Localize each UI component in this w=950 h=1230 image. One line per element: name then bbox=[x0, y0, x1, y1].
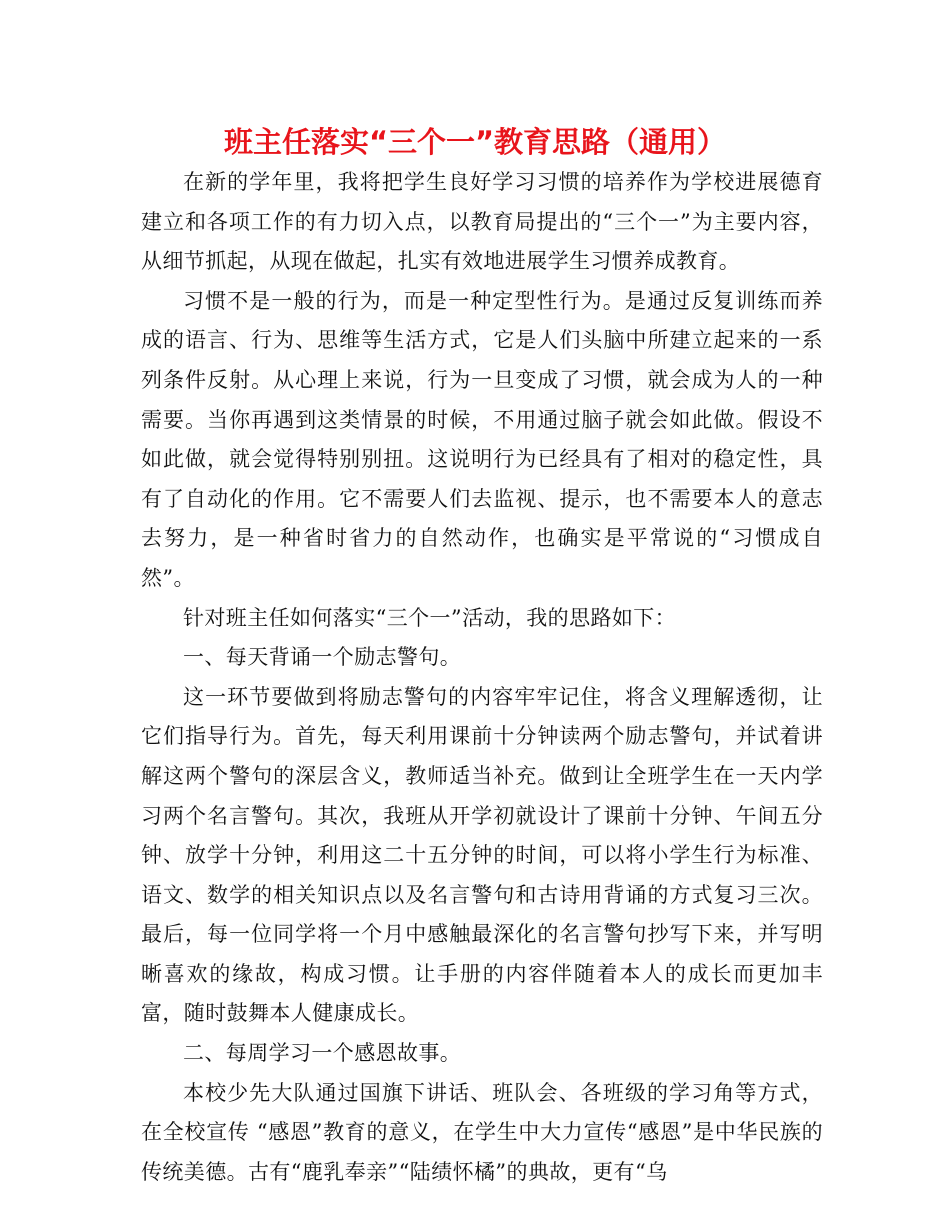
paragraph-habit-definition: 习惯不是一般的行为，而是一种定型性行为。是通过反复训练而养成的语言、行为、思维等生活方式，它是人们头脑中所建立起来的一系列条件反射。从心理上来说，行为一旦变成了习惯，就会成为人的一种需要。当你再遇到这类情景的时候，不用通过脑子就会如此做。假设不如此做，就会觉得特别别扭。这说明行为已经具有了相对的稳定性，具有了自动化的作用。它不需要人们去监视、提示，也不需要本人的意志去努力，是一种省时省力的自然动作，也确实是平常说的“习惯成自然”。 bbox=[141, 288, 823, 590]
paragraph-plan-intro: 针对班主任如何落实“三个一”活动，我的思路如下： bbox=[183, 605, 677, 630]
paragraph-intro: 在新的学年里，我将把学生良好学习习惯的培养作为学校进展德育建立和各项工作的有力切入点，以教育局提出的“三个一”为主要内容，从细节抓起，从现在做起，扎实有效地进展学生习惯养成教育。 bbox=[141, 170, 823, 274]
section-heading-1: 一、每天背诵一个励志警句。 bbox=[183, 645, 462, 670]
document-title: 班主任落实“三个一”教育思路（通用） bbox=[223, 125, 727, 159]
document-body bbox=[141, 163, 823, 1192]
paragraph-section-1: 这一环节要做到将励志警句的内容牢牢记住，将含义理解透彻，让它们指导行为。首先，每天利用课前十分钟读两个励志警句，并试着讲解这两个警句的深层含义，教师适当补充。做到让全班学生在一天内学习两个名言警句。其次，我班从开学初就设计了课前十分钟、午间五分钟、放学十分钟，利用这二十五分钟的时间，可以将小学生行为标准、语文、数学的相关知识点以及名言警句和古诗用背诵的方式复习三次。最后，每一位同学将一个月中感触最深化的名言警句抄写下来，并写明晰喜欢的缘故，构成习惯。让手册的内容伴随着本人的成长而更加丰富，随时鼓舞本人健康成长。 bbox=[141, 684, 823, 1026]
paragraph-section-2: 本校少先大队通过国旗下讲话、班队会、各班级的学习角等方式，在全校宣传 “感恩”教育的意义，在学生中大力宣传“感恩”是中华民族的传统美德。古有“鹿乳奉亲”“陆绩怀橘”的典故，更有“乌 bbox=[141, 1080, 823, 1184]
section-heading-2: 二、每周学习一个感恩故事。 bbox=[183, 1041, 462, 1066]
